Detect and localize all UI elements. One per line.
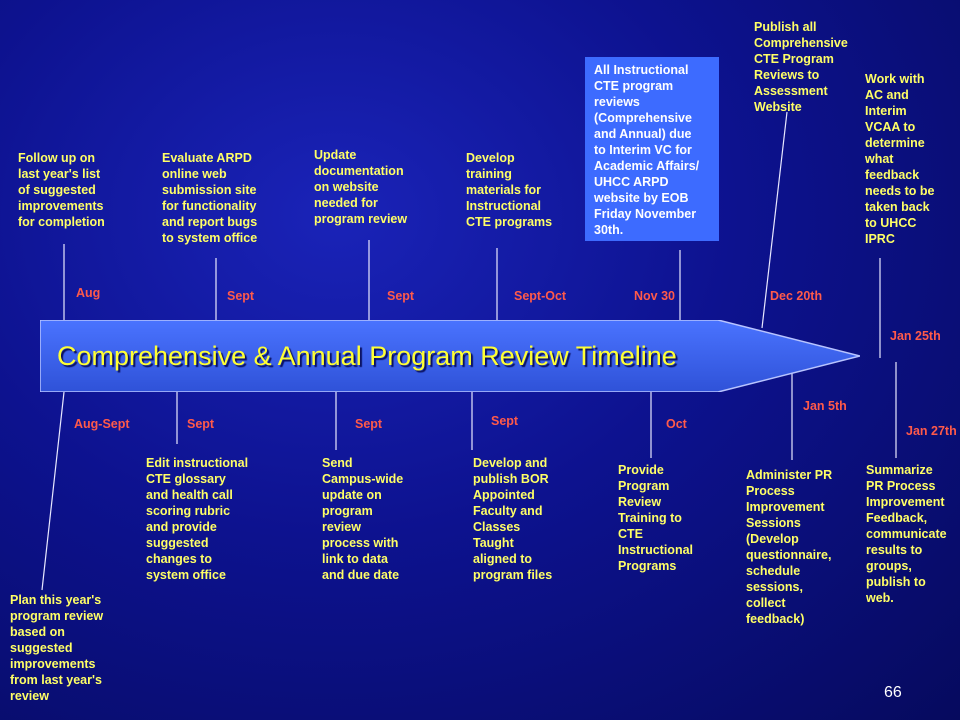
timeline-title: Comprehensive & Annual Program Review Timeline: [57, 341, 677, 371]
page-number: 66: [884, 684, 902, 701]
date-label: Sept: [187, 417, 215, 431]
task-label: Plan this year's program review based on suggested improvements from last year's review: [10, 593, 104, 703]
deadline-highlight-box: [585, 57, 719, 241]
task-label: Summarize PR Process Improvement Feedback, communicate results to groups, publish to web.: [866, 463, 947, 605]
date-label: Dec 20th: [770, 289, 823, 303]
task-label: Send Campus-wide update on program review process with link to data and due date: [322, 456, 404, 582]
task-label: All Instructional CTE program reviews (Comprehensive and Annual) due to Interim VC for Academic Affairs/ UHCC ARPD website by EOB Friday November 30th.: [594, 63, 700, 237]
date-label: Nov 30: [634, 289, 675, 303]
task-label: Evaluate ARPD online web submission site for functionality and report bugs to system office: [162, 151, 258, 245]
task-label: Work with AC and Interim VCAA to determine what feedback needs to be taken back to UHCC IPRC: [865, 72, 935, 246]
task-label: Follow up on last year's list of suggested improvements for completion: [18, 151, 105, 229]
date-label: Aug-Sept: [74, 417, 130, 431]
date-label: Jan 5th: [803, 399, 847, 413]
date-label: Jan 25th: [890, 329, 941, 343]
date-label: Jan 27th: [906, 424, 957, 438]
task-label: Provide Program Review Training to CTE Instructional Programs: [618, 463, 694, 573]
task-label: Edit instructional CTE glossary and health call scoring rubric and provide suggested changes to system office: [146, 456, 249, 582]
date-label: Sept: [227, 289, 255, 303]
task-label: Develop and publish BOR Appointed Faculty and Classes Taught aligned to program files: [473, 456, 553, 582]
date-label: Sept: [387, 289, 415, 303]
task-label: Update documentation on website needed for program review: [314, 148, 408, 226]
task-label: Publish all Comprehensive CTE Program Reviews to Assessment Website: [754, 20, 848, 114]
date-label: Sept: [355, 417, 383, 431]
connector-line: [42, 392, 64, 590]
date-label: Aug: [76, 286, 101, 300]
date-label: Oct: [666, 417, 687, 431]
date-label: Sept: [491, 414, 519, 428]
task-label: Develop training materials for Instructional CTE programs: [466, 151, 553, 229]
date-label: Sept-Oct: [514, 289, 567, 303]
task-label: Administer PR Process Improvement Sessions (Develop questionnaire, schedule sessions, collect feedback): [746, 468, 833, 626]
